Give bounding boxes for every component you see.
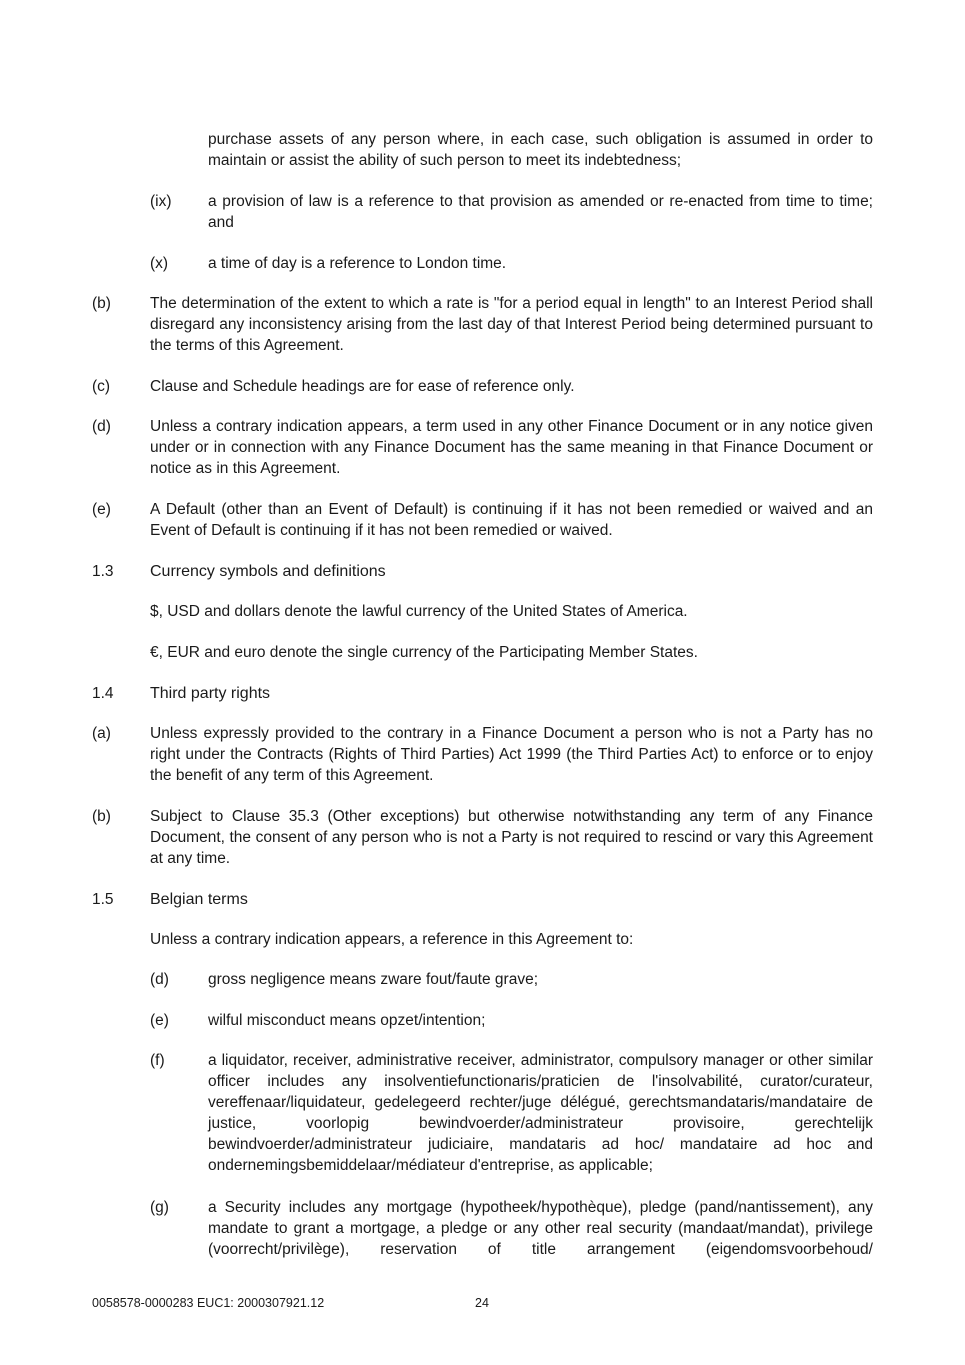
section-heading: Currency symbols and definitions [150,563,386,580]
clause-label: (b) [92,808,111,825]
clause-text: Unless a contrary indication appears, a term used in any other Finance Document or in any notice given under or in connection with any Finance Document has the same meaning in that Finance Document or notice as in this Agreement. [150,418,873,477]
item-label: (x) [150,255,169,272]
clause-text: The determination of the extent to which a rate is "for a period equal in length" to an Interest Period shall disregard any inconsistency arising from the last day of that Interest Period being determined pursuant to the terms of this Agreement. [150,295,873,354]
section-number: 1.4 [92,685,114,702]
currency-definition: $, USD and dollars denote the lawful currency of the United States of America. [150,603,688,620]
item-text: wilful misconduct means opzet/intention; [208,1012,486,1029]
clause-label: (b) [92,295,111,312]
clause-label: (a) [92,725,111,742]
item-text: a provision of law is a reference to that provision as amended or re-enacted from time to time; and [208,193,873,231]
page-number: 24 [475,1296,489,1310]
clause-label: (e) [92,501,111,518]
clause-text: Subject to Clause 35.3 (Other exceptions) but otherwise notwithstanding any term of any Finance Document, the consent of any person who is not a Party is not required to rescind or vary this Agreement at any time. [150,808,873,867]
clause-label: (c) [92,378,111,395]
clause-text: Unless expressly provided to the contrary in a Finance Document a person who is not a Party has no right under the Contracts (Rights of Third Parties) Act 1999 (the Third Parties Act) to enforce or to enjoy the benefit of any term of this Agreement. [150,725,873,784]
item-text: a time of day is a reference to London time. [208,255,507,272]
clause-text: A Default (other than an Event of Default) is continuing if it has not been remedied or waived and an Event of Default is continuing if it has not been remedied or waived. [150,501,873,539]
item-text: a liquidator, receiver, administrative receiver, administrator, compulsory manager or other similar officer includes any insolventiefunctionaris/praticien de l'insolvabilité, curator/curateur, vereffenaar/liquidateur, gedelegeerd rechter/juge délégué, gerechtsmandataris/mandataire de justice, voorlopig bewindvoerder/administrateur provisoire, gerechtelijk bewindvoerder/administrateur judiciaire, mandataris ad hoc/ mandataire ad hoc and ondernemingsbemiddelaar/médiateur d'entreprise, as applicable; [208,1052,873,1174]
section-intro: Unless a contrary indication appears, a reference in this Agreement to: [150,931,634,948]
item-label: (e) [150,1012,169,1029]
item-text: gross negligence means zware fout/faute grave; [208,971,538,988]
clause-text: Clause and Schedule headings are for ease of reference only. [150,378,575,395]
item-label: (d) [150,971,169,988]
section-heading: Belgian terms [150,891,248,908]
item-label: (g) [150,1199,169,1216]
clause-label: (d) [92,418,111,435]
document-reference: 0058578-0000283 EUC1: 2000307921.12 [92,1296,325,1310]
item-label: (ix) [150,193,172,210]
intro-paragraph: purchase assets of any person where, in each case, such obligation is assumed in order to maintain or assist the ability of such person to meet its indebtedness; [208,131,873,169]
item-text: a Security includes any mortgage (hypotheek/hypothèque), pledge (pand/nantissement), any mandate to grant a mortgage, a pledge or any other real security (mandaat/mandat), privilege (voorrecht/privilège), reservation of title arrangement (eigendomsvoorbehoud/ [208,1199,873,1258]
section-number: 1.3 [92,563,114,580]
section-heading: Third party rights [150,685,271,702]
section-number: 1.5 [92,891,114,908]
item-label: (f) [150,1052,165,1069]
currency-definition: €, EUR and euro denote the single currency of the Participating Member States. [150,644,698,661]
